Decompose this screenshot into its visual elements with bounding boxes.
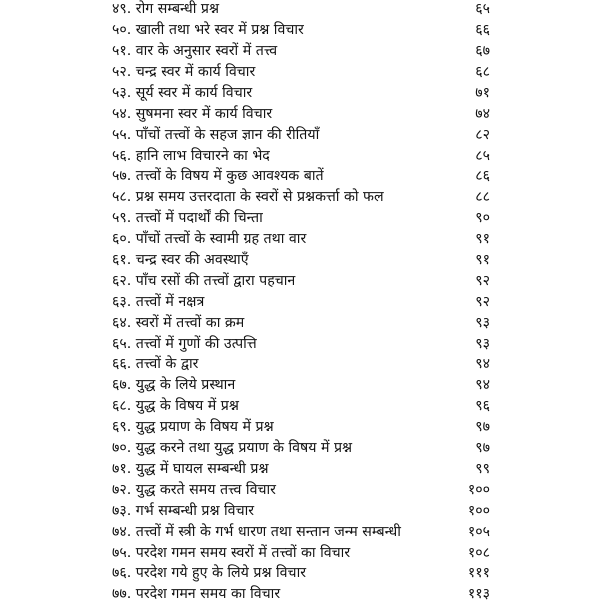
toc-entry-title: ५३. सूर्य स्वर में कार्य विचार xyxy=(112,84,253,101)
toc-entry-page-number: ९१ xyxy=(475,252,490,269)
toc-entry xyxy=(112,521,490,542)
toc-entry-title: ६७. युद्ध के लिये प्रस्थान xyxy=(112,377,236,394)
toc-entry-title: ६०. पाँचों तत्त्वों के स्वामी ग्रह तथा वार xyxy=(112,231,307,248)
toc-entry-page-number: १०८ xyxy=(467,544,490,561)
toc-entry-page-number: ९४ xyxy=(475,356,490,373)
toc-entry-title: ६८. युद्ध के विषय में प्रश्न xyxy=(112,398,239,415)
toc-entry xyxy=(112,542,490,563)
toc-entry-title: ६६. तत्त्वों के द्वार xyxy=(112,356,199,373)
toc-entry xyxy=(112,584,490,605)
toc-entry-title: ७१. युद्ध में घायल सम्बन्धी प्रश्न xyxy=(112,460,269,477)
toc-entry-page-number: ९२ xyxy=(475,293,490,310)
toc-entry xyxy=(112,250,490,271)
toc-entry xyxy=(112,312,490,333)
toc-entry xyxy=(112,0,490,20)
toc-entry-title: ७४. तत्त्वों में स्त्री के गर्भ धारण तथा सन्तान जन्म सम्बन्धी xyxy=(112,523,401,540)
toc-entry-page-number: ८६ xyxy=(475,168,490,185)
toc-entry xyxy=(112,20,490,41)
toc-entry-page-number: ९३ xyxy=(475,314,490,331)
toc-entry-page-number: ११३ xyxy=(467,586,490,603)
toc-entry xyxy=(112,459,490,480)
toc-entry xyxy=(112,500,490,521)
toc-entry-page-number: ९७ xyxy=(475,419,490,436)
toc-entry-page-number: ८२ xyxy=(475,126,490,143)
toc-entry-page-number: ९१ xyxy=(475,231,490,248)
toc-entry-title: ६५. तत्त्वों में गुणों की उत्पत्ति xyxy=(112,335,257,352)
toc-entry-title: ७७. परदेश गमन समय का विचार xyxy=(112,586,281,603)
toc-entry-title: ५७. तत्त्वों के विषय में कुछ आवश्यक बातें xyxy=(112,168,324,185)
toc-entry-title: ६३. तत्त्वों में नक्षत्र xyxy=(112,293,205,310)
toc-entry-title: ६४. स्वरों में तत्त्वों का क्रम xyxy=(112,314,245,331)
toc-entry xyxy=(112,83,490,104)
toc-entry xyxy=(112,41,490,62)
toc-entry-page-number: १०० xyxy=(467,502,490,519)
toc-entry-page-number: ८५ xyxy=(475,147,490,164)
toc-entry-page-number: १०५ xyxy=(467,523,490,540)
toc-entry xyxy=(112,333,490,354)
toc-entry-page-number: ९२ xyxy=(475,272,490,289)
toc-entry-page-number: ९६ xyxy=(475,398,490,415)
toc-entry-page-number: ८८ xyxy=(475,189,490,206)
toc-entry-title: ७५. परदेश गमन समय स्वरों में तत्त्वों का विचार xyxy=(112,544,351,561)
toc-entry xyxy=(112,124,490,145)
toc-entry-page-number: ६८ xyxy=(475,64,490,81)
toc-entry-page-number: ९९ xyxy=(475,460,490,477)
toc-entry xyxy=(112,375,490,396)
toc-entry-title: ५०. खाली तथा भरे स्वर में प्रश्न विचार xyxy=(112,22,304,39)
toc-entry-title: ५५. पाँचों तत्त्वों के सहज ज्ञान की रीतियाँ xyxy=(112,126,320,143)
toc-entry-page-number: १०० xyxy=(467,481,490,498)
toc-entry-page-number: ६७ xyxy=(475,43,490,60)
toc-entry-title: ५१. वार के अनुसार स्वरों में तत्त्व xyxy=(112,43,278,60)
toc-entry-page-number: ९७ xyxy=(475,440,490,457)
toc-entry xyxy=(112,208,490,229)
toc-entry-title: ७६. परदेश गये हुए के लिये प्रश्न विचार xyxy=(112,565,307,582)
toc-entry xyxy=(112,438,490,459)
toc-entry xyxy=(112,229,490,250)
toc-entry-title: ४९. रोग सम्बन्धी प्रश्न xyxy=(112,1,219,18)
toc-entry-title: ५९. तत्त्वों में पदार्थों की चिन्ता xyxy=(112,210,263,227)
toc-entry-page-number: १११ xyxy=(467,565,490,582)
toc-entry-title: ७३. गर्भ सम्बन्धी प्रश्न विचार xyxy=(112,502,255,519)
toc-entry-page-number: ७४ xyxy=(475,105,490,122)
toc-entry xyxy=(112,103,490,124)
toc-entry xyxy=(112,291,490,312)
toc-entry-page-number: ९३ xyxy=(475,335,490,352)
toc-entry xyxy=(112,166,490,187)
toc-entry-title: ५८. प्रश्न समय उत्तरदाता के स्वरों से प्रश्नकर्त्ता को फल xyxy=(112,189,384,206)
toc-entry xyxy=(112,396,490,417)
table-of-contents xyxy=(112,0,490,605)
toc-entry-title: ५४. सुषमना स्वर में कार्य विचार xyxy=(112,105,273,122)
toc-entry-page-number: ७१ xyxy=(475,84,490,101)
toc-entry-title: ५६. हानि लाभ विचारने का भेद xyxy=(112,147,270,164)
toc-entry xyxy=(112,354,490,375)
toc-entry-title: ६९. युद्ध प्रयाण के विषय में प्रश्न xyxy=(112,419,274,436)
toc-entry-page-number: ९४ xyxy=(475,377,490,394)
toc-entry xyxy=(112,479,490,500)
toc-entry-title: ५२. चन्द्र स्वर में कार्य विचार xyxy=(112,64,256,81)
toc-entry xyxy=(112,271,490,292)
toc-entry xyxy=(112,62,490,83)
toc-entry xyxy=(112,563,490,584)
toc-entry xyxy=(112,187,490,208)
toc-entry-page-number: ९० xyxy=(475,210,490,227)
toc-entry-page-number: ६६ xyxy=(475,22,490,39)
toc-entry-page-number: ६५ xyxy=(475,1,490,18)
toc-entry-title: ६१. चन्द्र स्वर की अवस्थाएँ xyxy=(112,252,249,269)
toc-entry xyxy=(112,145,490,166)
toc-entry-title: ६२. पाँच रसों की तत्त्वों द्वारा पहचान xyxy=(112,272,296,289)
toc-entry xyxy=(112,417,490,438)
toc-entry-title: ७२. युद्ध करते समय तत्त्व विचार xyxy=(112,481,276,498)
toc-entry-title: ७०. युद्ध करने तथा युद्ध प्रयाण के विषय में प्रश्न xyxy=(112,440,353,457)
